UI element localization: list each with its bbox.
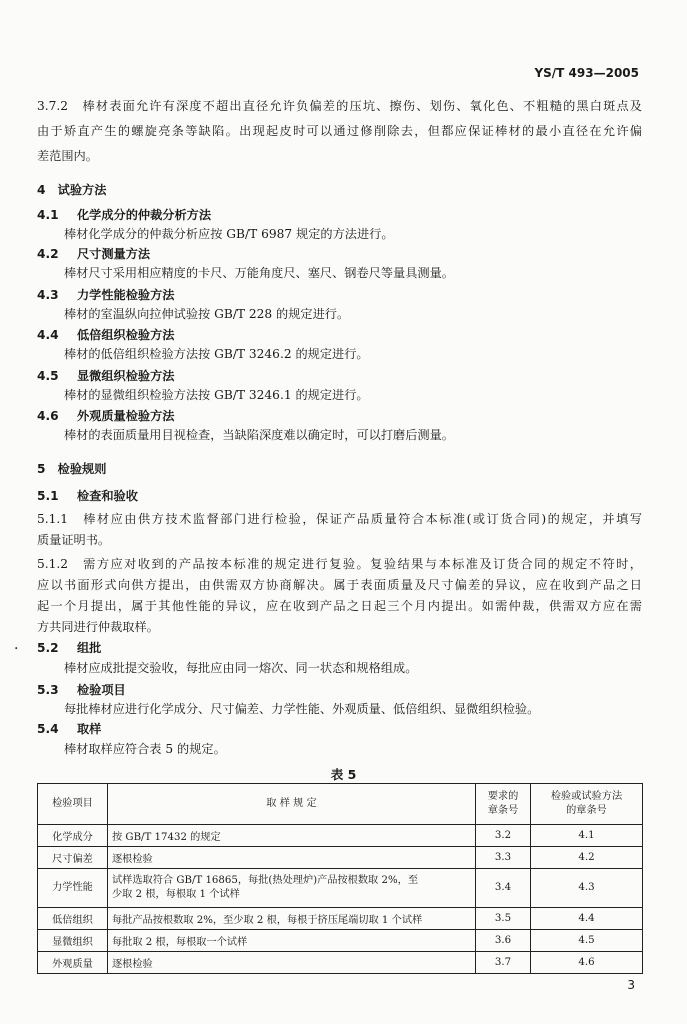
section-5-title: 5 检验规则 <box>37 462 107 476</box>
scan-dot: · <box>14 641 19 657</box>
row-method: 4.6 <box>531 952 643 974</box>
row-item: 化学成分 <box>38 825 108 847</box>
row-req: 3.6 <box>476 930 531 952</box>
row-req: 3.4 <box>476 869 531 908</box>
table-row <box>38 825 643 847</box>
row-method: 4.2 <box>531 847 643 869</box>
row-item: 尺寸偏差 <box>38 847 108 869</box>
row-req: 3.3 <box>476 847 531 869</box>
table-row <box>38 952 643 974</box>
clause-5-4-heading <box>37 722 101 737</box>
clause-4-1-title: 化学成分的仲裁分析方法 <box>77 208 212 222</box>
row-rule: 逐根检验 <box>108 952 476 974</box>
clause-5-1-number: 5.1 <box>37 489 59 503</box>
clause-5-2-heading <box>37 641 101 656</box>
row-rule <box>108 869 476 908</box>
clause-4-4-heading <box>37 328 175 343</box>
header-item: 检验项目 <box>38 784 108 825</box>
clause-4-2-number: 4.2 <box>37 247 59 261</box>
table-5-caption: 表 5 <box>330 767 357 782</box>
row-rule: 每批产品按根数取 2%，至少取 2 根，每根于挤压尾端切取 1 个试样 <box>108 908 476 930</box>
clause-4-4-title: 低倍组织检验方法 <box>77 328 175 342</box>
section-4-title: 4 试验方法 <box>37 183 107 197</box>
clause-5-1-2-line3: 起一个月提出，属于其他性能的异议，应在收到产品之日起三个月内提出。如需仲裁，供需双方应在需 <box>37 599 642 613</box>
row-method: 4.4 <box>531 908 643 930</box>
clause-5-1-2-line2: 应以书面形式向供方提出，由供需双方协商解决。属于表面质量及尺寸偏差的异议，应在收到产品之日 <box>37 578 642 592</box>
clause-5-1-2-line4: 方共同进行仲裁取样。 <box>37 620 159 634</box>
header-req-line2: 章条号 <box>487 805 519 816</box>
row-req: 3.7 <box>476 952 531 974</box>
row-item: 力学性能 <box>38 869 108 908</box>
clause-4-3-body: 棒材的室温纵向拉伸试验按 GB/T 228 的规定进行。 <box>64 307 350 321</box>
header-method-line2: 的章条号 <box>566 805 607 816</box>
clause-4-1-body: 棒材化学成分的仲裁分析应按 GB/T 6987 规定的方法进行。 <box>64 227 394 241</box>
table-header-row <box>38 784 643 825</box>
clause-4-2-title: 尺寸测量方法 <box>77 247 151 261</box>
clause-5-4-title: 取样 <box>77 722 102 736</box>
row-item: 低倍组织 <box>38 908 108 930</box>
header-req-line1: 要求的 <box>487 791 519 802</box>
table-row <box>38 930 643 952</box>
clause-5-1-1-line2: 质量证明书。 <box>37 533 111 547</box>
page-number: 3 <box>627 978 635 992</box>
clause-5-3-title: 检验项目 <box>77 683 126 697</box>
row-req: 3.2 <box>476 825 531 847</box>
clause-4-2-heading <box>37 247 150 262</box>
clause-5-3-heading <box>37 683 126 698</box>
row-rule-line1: 试样选取符合 GB/T 16865，每批(热处理炉)产品按根数取 2%，至 <box>112 875 419 886</box>
row-rule: 逐根检验 <box>108 847 476 869</box>
clause-5-2-title: 组批 <box>77 641 102 655</box>
table-5 <box>37 783 643 974</box>
clause-5-2-number: 5.2 <box>37 641 59 655</box>
clause-5-1-2-line1: 5.1.2 需方应对收到的产品按本标准的规定进行复验。复验结果与本标准及订货合同的规定不符时， <box>37 557 642 571</box>
clause-5-4-body: 棒材取样应符合表 5 的规定。 <box>64 742 226 756</box>
clause-4-6-title: 外观质量检验方法 <box>77 409 175 423</box>
row-req: 3.5 <box>476 908 531 930</box>
row-rule: 按 GB/T 17432 的规定 <box>108 825 476 847</box>
clause-5-4-number: 5.4 <box>37 722 59 736</box>
clause-4-3-title: 力学性能检验方法 <box>77 288 175 302</box>
row-method: 4.5 <box>531 930 643 952</box>
clause-5-1-heading <box>37 489 138 504</box>
row-rule: 每批取 2 根，每根取一个试样 <box>108 930 476 952</box>
row-item: 外观质量 <box>38 952 108 974</box>
clause-5-1-title: 检查和验收 <box>77 489 138 503</box>
clause-4-5-body: 棒材的显微组织检验方法按 GB/T 3246.1 的规定进行。 <box>64 388 369 402</box>
header-method <box>531 784 643 825</box>
row-method: 4.1 <box>531 825 643 847</box>
clause-4-6-number: 4.6 <box>37 409 59 423</box>
clause-3-7-2-line2: 由于矫直产生的螺旋亮条等缺陷。出现起皮时可以通过修削除去，但都应保证棒材的最小直径在允许偏 <box>37 124 642 138</box>
row-item: 显微组织 <box>38 930 108 952</box>
clause-5-3-number: 5.3 <box>37 683 59 697</box>
clause-4-2-body: 棒材尺寸采用相应精度的卡尺、万能角度尺、塞尺、钢卷尺等量具测量。 <box>64 266 454 280</box>
clause-4-3-number: 4.3 <box>37 288 59 302</box>
row-method: 4.3 <box>531 869 643 908</box>
clause-5-1-1-line1: 5.1.1 棒材应由供方技术监督部门进行检验，保证产品质量符合本标准(或订货合同)的规定，并填写 <box>37 512 642 526</box>
clause-4-1-number: 4.1 <box>37 208 59 222</box>
clause-4-1-heading <box>37 208 211 223</box>
standard-code: YS/T 493—2005 <box>534 66 639 80</box>
clause-4-6-heading <box>37 409 175 424</box>
clause-4-5-number: 4.5 <box>37 369 59 383</box>
clause-4-4-number: 4.4 <box>37 328 59 342</box>
clause-4-3-heading <box>37 288 175 303</box>
clause-5-2-body: 棒材应成批提交验收，每批应由同一熔次、同一状态和规格组成。 <box>64 661 418 675</box>
clause-3-7-2-line1: 3.7.2 棒材表面允许有深度不超出直径允许负偏差的压坑、擦伤、划伤、氧化色、不粗糙的黑白斑点及 <box>37 99 642 113</box>
clause-3-7-2-line3: 差范围内。 <box>37 149 98 163</box>
table-row <box>38 869 643 908</box>
table-row <box>38 847 643 869</box>
clause-4-6-body: 棒材的表面质量用目视检查，当缺陷深度难以确定时，可以打磨后测量。 <box>64 428 454 442</box>
row-rule-line2: 少取 2 根，每根取 1 个试样 <box>112 889 240 900</box>
clause-5-3-body: 每批棒材应进行化学成分、尺寸偏差、力学性能、外观质量、低倍组织、显微组织检验。 <box>64 702 540 716</box>
clause-4-4-body: 棒材的低倍组织检验方法按 GB/T 3246.2 的规定进行。 <box>64 347 369 361</box>
header-rule: 取 样 规 定 <box>108 784 476 825</box>
header-method-line1: 检验或试验方法 <box>550 791 623 802</box>
clause-4-5-title: 显微组织检验方法 <box>77 369 175 383</box>
table-row <box>38 908 643 930</box>
clause-4-5-heading <box>37 369 175 384</box>
header-req <box>476 784 531 825</box>
